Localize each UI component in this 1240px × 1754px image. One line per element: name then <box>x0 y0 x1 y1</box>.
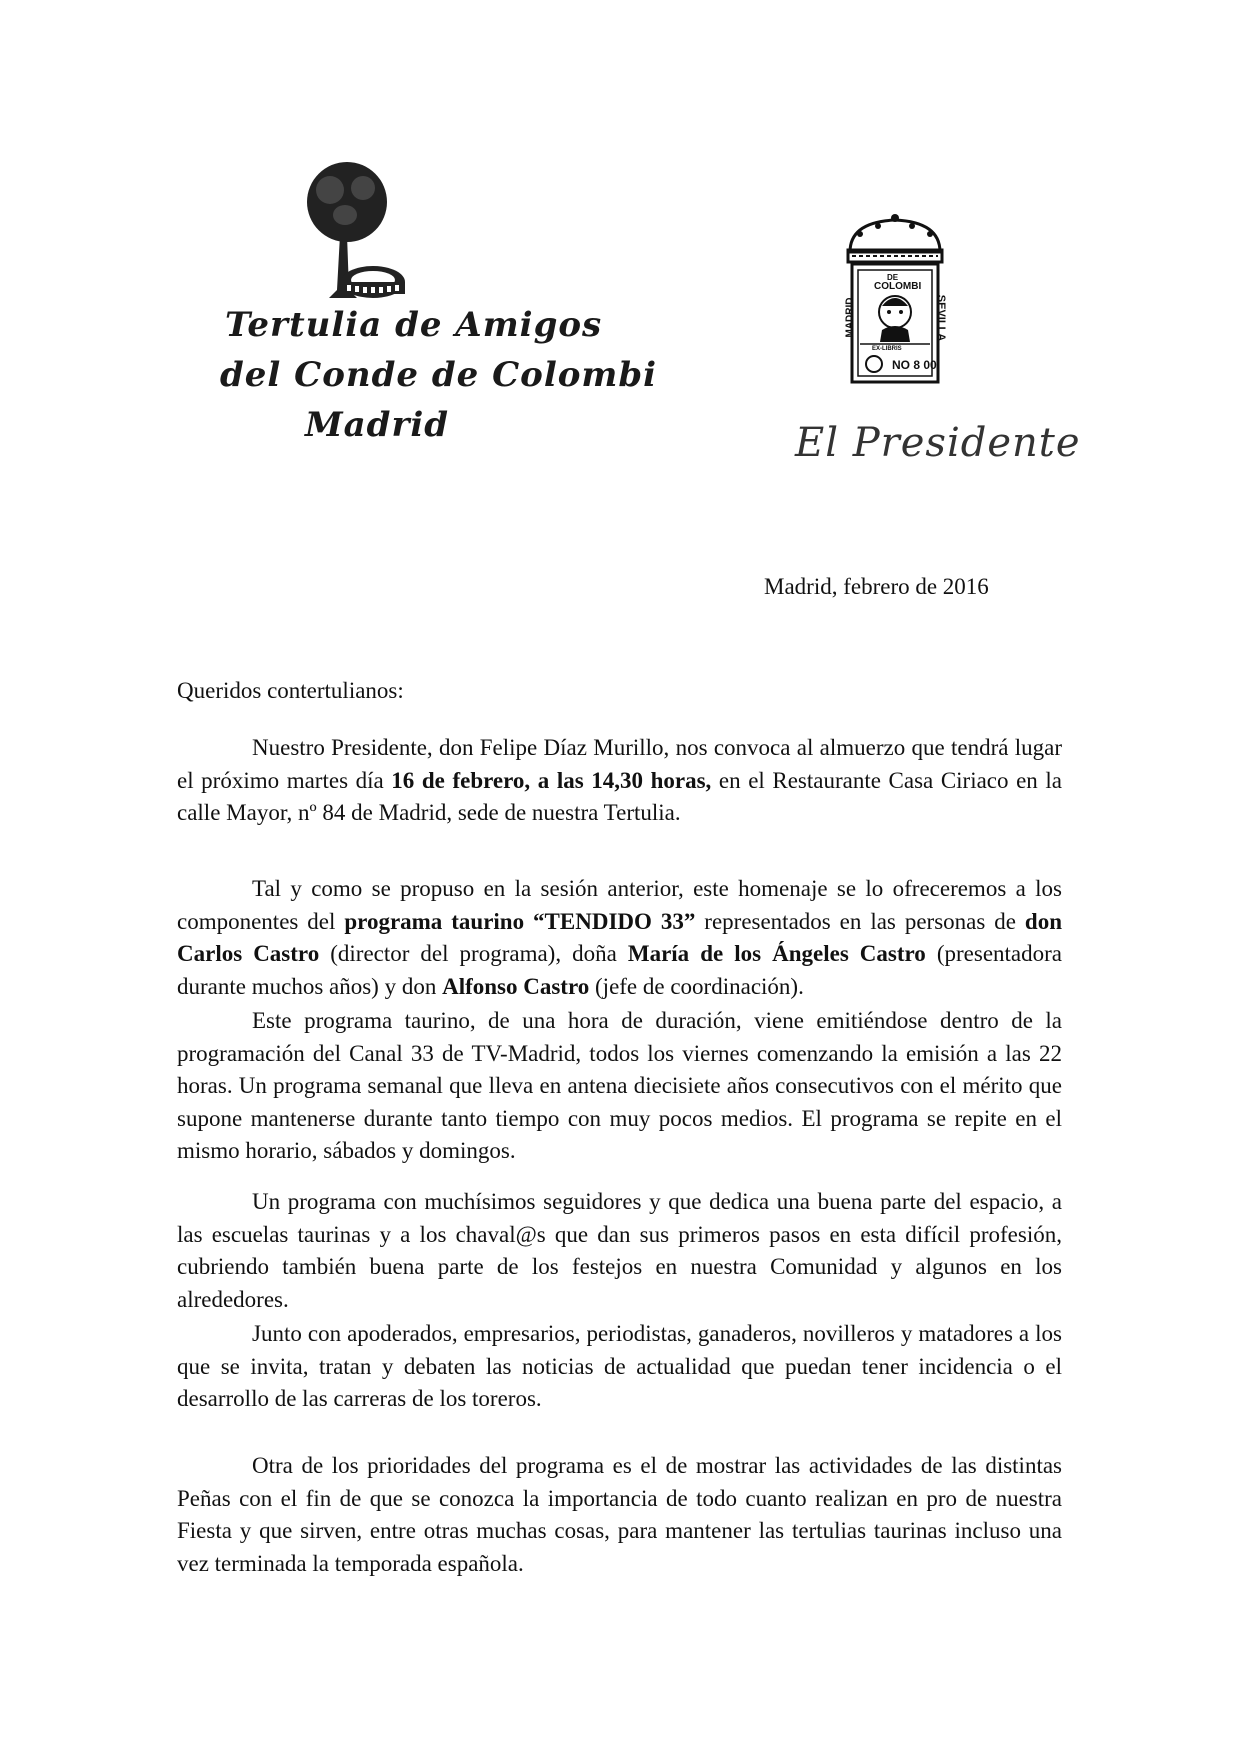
paragraph-invitation <box>177 732 1062 830</box>
seal-right-label: SEVILLA <box>935 294 948 342</box>
p2-text-g: (presentadora durante muchos años) y don <box>177 941 1062 999</box>
paragraph-priorities: Otra de los prioridades del programa es el de mostrar las actividades de las distintas Peñas con el fin de que se conozca la importancia de todo cuanto realizan en pro de nuestra Fiesta y que sirven, entre otras muchas cosas, para mantener las tertulias taurinas incluso una vez terminada la temporada española. <box>177 1453 1062 1576</box>
logo-line-1: Tertulia de Amigos <box>225 305 603 345</box>
p2-text-c: representados en las personas de <box>695 908 1025 934</box>
paragraph-followers: Un programa con muchísimos seguidores y que dedica una buena parte del espacio, a las escuelas taurinas y a los chaval@s que dan sus primeros pasos en esta difícil profesión, cubriendo también buena parte de los festejos en nuestra Comunidad y algunos en los alrededores. <box>177 1189 1062 1312</box>
p1-date-bold: 16 de febrero, a las 14,30 horas, <box>391 767 712 793</box>
p2-text-a: Tal y como se propuso en la sesión anterior, este homenaje se lo ofreceremos a los componentes del <box>177 876 1062 934</box>
p2-text-e: (director del programa), doña <box>319 941 628 966</box>
p1-text-c: en el Restaurante Casa Ciriaco en la calle Mayor, nº 84 de Madrid, sede de nuestra Tertulia. <box>177 767 1062 825</box>
presidential-seal <box>830 212 960 387</box>
tree-bullring-icon <box>285 160 415 310</box>
paragraph-guests: Junto con apoderados, empresarios, periodistas, ganaderos, novilleros y matadores a los que se invita, tratan y debaten las noticias de actualidad que puedan tener incidencia o el desarrollo de las carreras de los toreros. <box>177 1321 1062 1411</box>
seal-exlibris-label: EX-LIBRIS <box>872 346 902 352</box>
seal-number-label: NO 8 00 <box>892 358 937 372</box>
seal-name-label: COLOMBI <box>874 281 922 292</box>
seal-top-label: DE <box>887 273 899 282</box>
letter-date: Madrid, febrero de 2016 <box>764 574 989 599</box>
p2-maria-bold: María de los Ángeles Castro <box>627 941 926 966</box>
p1-text-a: Nuestro Presidente, don Felipe Díaz Murillo, nos convoca al almuerzo que tendrá lugar el próximo martes día <box>177 735 1062 793</box>
president-signature: El Presidente <box>795 420 1081 466</box>
seal-left-label: MADRID <box>844 297 856 338</box>
p2-program-bold: programa taurino “TENDIDO 33” <box>344 908 696 934</box>
paragraph-program-description: Este programa taurino, de una hora de duración, viene emitiéndose dentro de la programación del Canal 33 de TV-Madrid, todos los viernes comenzando la emisión a las 22 horas. Un programa semanal que lleva en antena diecisiete años consecutivos con el mérito que supone mantenerse durante tanto tiempo con muy pocos medios. El programa se repite en el mismo horario, sábados y domingos. <box>177 1008 1062 1163</box>
paragraph-homage <box>177 873 1062 1003</box>
p2-carlos-bold: don Carlos Castro <box>177 908 1062 966</box>
letter-greeting: Queridos contertulianos: <box>177 678 404 703</box>
p2-alfonso-bold: Alfonso Castro <box>442 973 590 999</box>
p2-text-i: (jefe de coordinación). <box>589 973 804 999</box>
logo-line-3: Madrid <box>305 405 450 445</box>
tertulia-logo <box>220 160 658 460</box>
logo-line-2: del Conde de Colombi <box>220 355 658 395</box>
